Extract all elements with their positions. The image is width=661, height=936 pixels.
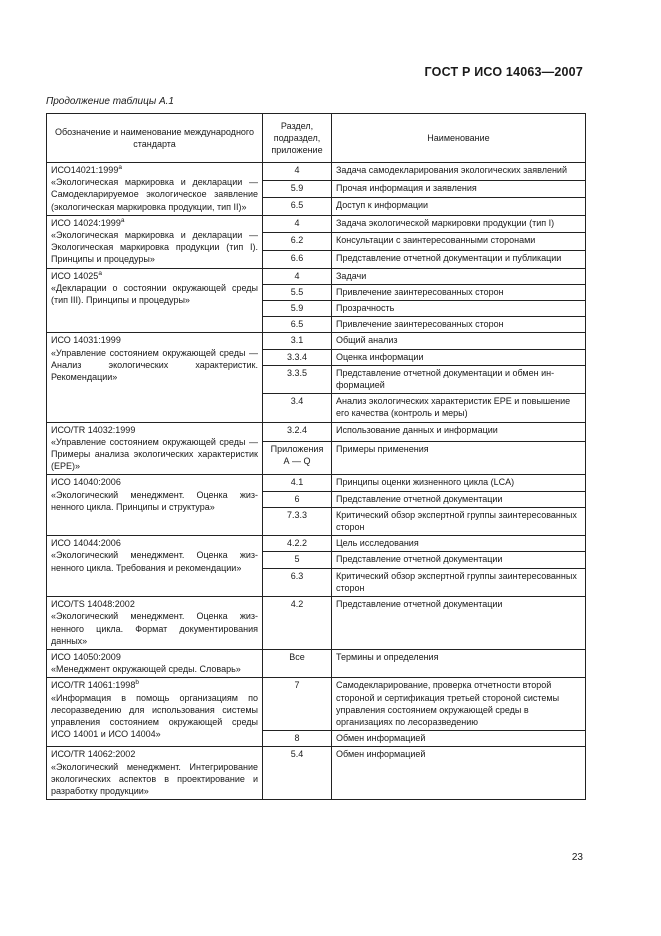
standard-code-text: ИСО 14040:2006 <box>51 477 121 488</box>
section-cell: 3.3.4 <box>263 349 332 365</box>
table-row <box>47 215 586 233</box>
standard-name: «Информация в помощь организациям по лесоразведению для использования системы управления состоянием окружающей среды ИСО 14001 и ИСО 14004» <box>51 692 258 740</box>
standard-code-text: ИСО/TR 14062:2002 <box>51 749 136 760</box>
section-cell: 5 <box>263 552 332 568</box>
section-cell: 6.5 <box>263 317 332 333</box>
standard-name: «Экологический менеджмент. Оценка жизненного цикла. Требования и рекомендации» <box>51 550 258 573</box>
standard-cell <box>47 333 263 422</box>
title-cell: Использование данных и информации <box>332 422 586 441</box>
standard-code <box>51 537 258 549</box>
standard-name: «Экологический менеджмент. Интегрирование экологических аспектов в проектирование и разработку продукции» <box>51 761 258 796</box>
standard-name: «Менеджмент окружающей среды. Словарь» <box>51 664 241 675</box>
title-cell: Прочая информация и заявления <box>332 180 586 198</box>
table-row <box>47 597 586 650</box>
standard-code-text: ИСО 14024:1999 <box>51 217 121 228</box>
section-cell: 8 <box>263 731 332 747</box>
table-row <box>47 422 586 441</box>
standard-name: «Экологический менеджмент. Оценка жизненного цикла. Формат документирования данных» <box>51 611 258 646</box>
standard-cell <box>47 268 263 333</box>
standard-cell <box>47 163 263 216</box>
standard-name: «Экологический менеджмент. Оценка жизненного цикла. Принципы и структура» <box>51 489 258 512</box>
standard-cell <box>47 678 263 747</box>
title-cell: Прозрачность <box>332 301 586 317</box>
title-cell: Задачи <box>332 268 586 284</box>
table-caption: Продолжение таблицы А.1 <box>46 96 174 107</box>
title-cell: Анализ экологических характеристик EPE и повышение его качества (контроль и меры) <box>332 394 586 422</box>
standard-code-text: ИСО/TS 14048:2002 <box>51 599 135 610</box>
section-cell: 3.1 <box>263 333 332 349</box>
standard-code-text: ИСО/TR 14032:1999 <box>51 424 136 435</box>
standard-cell <box>47 536 263 597</box>
title-cell: Обмен информацией <box>332 747 586 800</box>
table-row <box>47 333 586 349</box>
section-cell: 5.9 <box>263 180 332 198</box>
title-cell: Представление отчетной документации <box>332 491 586 507</box>
standard-code <box>51 217 258 229</box>
title-cell: Примеры применения <box>332 441 586 475</box>
standard-code-text: ИСО 14044:2006 <box>51 538 121 549</box>
section-cell: 4 <box>263 163 332 181</box>
table-row <box>47 536 586 552</box>
standard-cell <box>47 215 263 268</box>
section-cell: 5.5 <box>263 284 332 300</box>
title-cell: Задача самодекларирования экологических заявлений <box>332 163 586 181</box>
title-cell: Критический обзор экспертной группы заинтересованных сторон <box>332 568 586 596</box>
title-cell: Представление отчетной документации <box>332 597 586 650</box>
title-cell: Самодекларирование, проверка отчетности второй стороной и сертификация третьей стороной системы управления состоянием окружающей среды в организациях по лесоразведению <box>332 678 586 731</box>
standards-table <box>46 113 586 800</box>
title-cell: Привлечение заинтересованных сторон <box>332 317 586 333</box>
footnote-marker: a <box>118 164 122 171</box>
section-cell: 7.3.3 <box>263 507 332 535</box>
section-cell: 4 <box>263 268 332 284</box>
document-title: ГОСТ Р ИСО 14063—2007 <box>424 65 583 79</box>
table-row <box>47 163 586 181</box>
section-cell: 3.3.5 <box>263 365 332 393</box>
standard-code <box>51 679 258 691</box>
title-cell: Консультации с заинтересованными сторонами <box>332 233 586 251</box>
header-section: Раздел, подраздел, приложение <box>263 114 332 163</box>
section-cell: 7 <box>263 678 332 731</box>
standard-code-text: ИСО/TR 14061:1998 <box>51 680 136 691</box>
footnote-marker: a <box>98 269 102 277</box>
section-cell: Приложения А — Q <box>263 441 332 475</box>
footnote-marker: a <box>120 216 125 224</box>
title-cell: Оценка информации <box>332 349 586 365</box>
title-cell: Привлечение заинтересованных сторон <box>332 284 586 300</box>
title-cell: Представление отчетной документации <box>332 552 586 568</box>
header-standard: Обозначение и наименование международного стандарта <box>47 114 263 163</box>
standard-cell <box>47 597 263 650</box>
standard-code <box>51 651 258 663</box>
table-header-row <box>47 114 586 163</box>
section-cell: 5.9 <box>263 301 332 317</box>
table-row <box>47 475 586 491</box>
title-cell: Термины и определения <box>332 649 586 677</box>
title-cell: Принципы оценки жизненного цикла (LCA) <box>332 475 586 491</box>
section-cell: 3.4 <box>263 394 332 422</box>
standard-code <box>51 164 258 176</box>
standard-code <box>51 424 258 436</box>
standard-name: «Экологическая маркировка и декларации — Самодекларируемое экологическое заявление (экологическая маркировка продукции, тип II)» <box>51 177 258 212</box>
standard-code <box>51 748 258 760</box>
standard-cell <box>47 649 263 677</box>
standard-code-text: ИСО 14031:1999 <box>51 335 121 346</box>
table-row <box>47 268 586 284</box>
standard-name: «Управление состоянием окружающей среды — Примеры анализа экологических характеристик (EPE)» <box>51 436 258 472</box>
standard-cell <box>47 475 263 536</box>
standard-cell <box>47 747 263 800</box>
section-cell: 6.3 <box>263 568 332 596</box>
table-row <box>47 747 586 800</box>
section-cell: 4.2 <box>263 597 332 650</box>
section-cell: 4.2.2 <box>263 536 332 552</box>
section-cell: 6.5 <box>263 198 332 216</box>
standard-code-text: ИСО 14050:2009 <box>51 651 121 662</box>
standard-code <box>51 476 258 488</box>
section-cell: Все <box>263 649 332 677</box>
title-cell: Цель исследования <box>332 536 586 552</box>
section-cell: 3.2.4 <box>263 422 332 441</box>
standard-code <box>51 598 258 610</box>
table-row <box>47 678 586 731</box>
table-row <box>47 649 586 677</box>
standard-name: «Управление состоянием окружающей среды — Анализ экологических характеристик. Рекомендации» <box>51 347 258 383</box>
title-cell: Задача экологической маркировки продукции (тип I) <box>332 215 586 233</box>
header-title: Наименование <box>332 114 586 163</box>
title-cell: Общий анализ <box>332 333 586 349</box>
standard-code <box>51 334 258 346</box>
title-cell: Обмен информацией <box>332 731 586 747</box>
section-cell: 6.2 <box>263 233 332 251</box>
section-cell: 4.1 <box>263 475 332 491</box>
section-cell: 6.6 <box>263 251 332 269</box>
title-cell: Доступ к информации <box>332 198 586 216</box>
title-cell: Представление отчетной документации и публикации <box>332 251 586 269</box>
standard-code-text: ИСО 14025 <box>51 270 99 281</box>
standard-code <box>51 270 258 282</box>
standard-name: «Экологическая маркировка и декларации — Экологическая маркировка продукции (тип I). Принципы и процедуры» <box>51 230 258 265</box>
section-cell: 5.4 <box>263 747 332 800</box>
title-cell: Критический обзор экспертной группы заинтересованных сторон <box>332 507 586 535</box>
standard-cell <box>47 422 263 475</box>
standard-code-text: ИСО14021:1999 <box>51 165 119 175</box>
title-cell: Представление отчетной документации и обмен информацией <box>332 365 586 393</box>
page-number: 23 <box>571 852 583 863</box>
section-cell: 6 <box>263 491 332 507</box>
section-cell: 4 <box>263 215 332 233</box>
footnote-marker: b <box>135 679 139 687</box>
standard-name: «Декларации о состоянии окружающей среды (тип III). Принципы и процедуры» <box>51 282 258 306</box>
